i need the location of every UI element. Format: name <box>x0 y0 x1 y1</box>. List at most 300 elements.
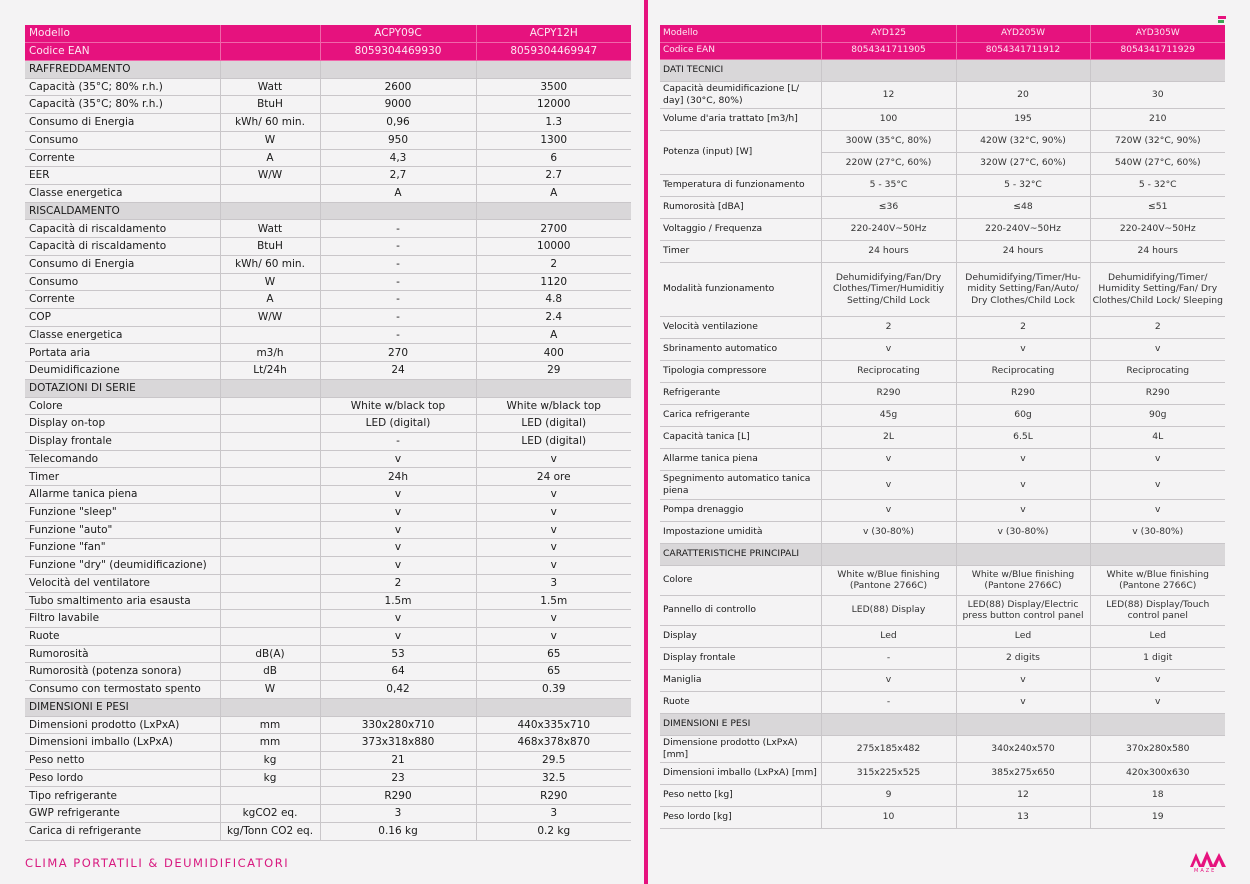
unit-cell <box>220 557 320 575</box>
unit-cell <box>220 60 320 78</box>
row-label: Consumo con termostato spento <box>25 681 220 699</box>
table-row <box>660 108 1225 130</box>
value-cell: 5 - 32°C <box>1090 174 1225 196</box>
table-row <box>25 681 631 699</box>
table-row <box>660 426 1225 448</box>
value-cell: v <box>476 627 631 645</box>
row-label: Capacità deumidificazione [L/ day] (30°C, 80%) <box>660 81 821 108</box>
table-row <box>25 486 631 504</box>
row-label: Capacità tanica [L] <box>660 426 821 448</box>
header-row <box>25 25 631 43</box>
value-cell: - <box>320 433 476 451</box>
row-label: Dimensione prodotto (LxPxA) [mm] <box>660 735 821 762</box>
unit-cell: W/W <box>220 167 320 185</box>
unit-cell <box>220 574 320 592</box>
header-row <box>660 25 1225 42</box>
unit-cell <box>220 592 320 610</box>
unit-cell: Watt <box>220 220 320 238</box>
value-cell: 60g <box>956 404 1090 426</box>
row-label: Consumo di Energia <box>25 255 220 273</box>
value-cell: 2.4 <box>476 309 631 327</box>
value-cell: 30 <box>1090 81 1225 108</box>
table-row <box>660 647 1225 669</box>
unit-cell: W/W <box>220 309 320 327</box>
section-row <box>25 202 631 220</box>
section-row <box>660 543 1225 565</box>
value-cell: 10000 <box>476 238 631 256</box>
value-cell: 300W (35°C, 80%) <box>821 130 956 152</box>
value-cell: R290 <box>1090 382 1225 404</box>
value-cell: - <box>821 691 956 713</box>
unit-cell: kg <box>220 751 320 769</box>
value-cell: v <box>956 448 1090 470</box>
value-cell: v <box>476 486 631 504</box>
table-row <box>660 360 1225 382</box>
value-cell: ≤36 <box>821 196 956 218</box>
value-cell: 45g <box>821 404 956 426</box>
value-cell: 65 <box>476 645 631 663</box>
value-cell: v <box>320 627 476 645</box>
unit-cell: kWh/ 60 min. <box>220 114 320 132</box>
value-cell: 720W (32°C, 90%) <box>1090 130 1225 152</box>
table-row <box>660 762 1225 784</box>
table-row <box>660 316 1225 338</box>
maze-logo-icon <box>1190 846 1226 870</box>
value-cell <box>476 202 631 220</box>
table-row <box>25 433 631 451</box>
value-cell: 29.5 <box>476 751 631 769</box>
value-cell: 195 <box>956 108 1090 130</box>
value-cell: 2 <box>821 316 956 338</box>
value-cell: 1120 <box>476 273 631 291</box>
row-label: DIMENSIONI E PESI <box>660 713 821 735</box>
section-row <box>25 379 631 397</box>
value-cell: v <box>476 557 631 575</box>
value-cell: A <box>320 184 476 202</box>
value-cell: 2.7 <box>476 167 631 185</box>
value-cell: v <box>320 486 476 504</box>
value-cell: 270 <box>320 344 476 362</box>
header-cell: AYD125 <box>821 25 956 42</box>
table-row <box>25 238 631 256</box>
value-cell: - <box>320 309 476 327</box>
row-label: Refrigerante <box>660 382 821 404</box>
value-cell: 3500 <box>476 78 631 96</box>
value-cell: 64 <box>320 663 476 681</box>
row-label: Dimensioni prodotto (LxPxA) <box>25 716 220 734</box>
value-cell <box>1090 59 1225 81</box>
row-label: DATI TECNICI <box>660 59 821 81</box>
value-cell: - <box>320 238 476 256</box>
value-cell: 24h <box>320 468 476 486</box>
value-cell: 2700 <box>476 220 631 238</box>
value-cell: - <box>320 255 476 273</box>
value-cell: v <box>476 503 631 521</box>
value-cell: 2L <box>821 426 956 448</box>
row-label: EER <box>25 167 220 185</box>
value-cell: 19 <box>1090 806 1225 828</box>
row-label: Funzione "auto" <box>25 521 220 539</box>
table-row <box>25 716 631 734</box>
header-row <box>660 42 1225 59</box>
logo-text: MAZE <box>1194 868 1217 874</box>
value-cell: 5 - 32°C <box>956 174 1090 196</box>
value-cell: 373x318x880 <box>320 734 476 752</box>
value-cell: 420x300x630 <box>1090 762 1225 784</box>
table-row <box>660 196 1225 218</box>
value-cell <box>821 543 956 565</box>
table-row <box>660 565 1225 595</box>
unit-cell: Lt/24h <box>220 362 320 380</box>
row-label: CARATTERISTICHE PRINCIPALI <box>660 543 821 565</box>
row-label: Timer <box>660 240 821 262</box>
table-row <box>660 130 1225 152</box>
value-cell <box>476 60 631 78</box>
row-label: Funzione "dry" (deumidificazione) <box>25 557 220 575</box>
table-row <box>660 735 1225 762</box>
value-cell: 315x225x525 <box>821 762 956 784</box>
value-cell: v <box>476 450 631 468</box>
table-row <box>25 255 631 273</box>
value-cell: 6 <box>476 149 631 167</box>
unit-cell <box>220 202 320 220</box>
value-cell: Led <box>956 625 1090 647</box>
value-cell: v <box>821 669 956 691</box>
header-label: Modello <box>660 25 821 42</box>
table-row <box>25 663 631 681</box>
table-row <box>25 344 631 362</box>
value-cell: - <box>821 647 956 669</box>
row-label: Capacità (35°C; 80% r.h.) <box>25 78 220 96</box>
value-cell: 340x240x570 <box>956 735 1090 762</box>
header-label: Codice EAN <box>660 42 821 59</box>
value-cell: 220-240V~50Hz <box>1090 218 1225 240</box>
table-row <box>25 539 631 557</box>
value-cell: 1.3 <box>476 114 631 132</box>
value-cell: 4.8 <box>476 291 631 309</box>
value-cell: 21 <box>320 751 476 769</box>
value-cell <box>821 713 956 735</box>
value-cell: - <box>320 326 476 344</box>
unit-cell: kg <box>220 769 320 787</box>
value-cell: LED(88) Display/Touch control panel <box>1090 595 1225 625</box>
value-cell: 330x280x710 <box>320 716 476 734</box>
unit-cell <box>220 379 320 397</box>
table-row <box>660 81 1225 108</box>
value-cell <box>956 59 1090 81</box>
table-row <box>660 499 1225 521</box>
table-row <box>25 592 631 610</box>
table-row <box>25 291 631 309</box>
value-cell: 220W (27°C, 60%) <box>821 152 956 174</box>
value-cell <box>476 379 631 397</box>
table-row <box>25 184 631 202</box>
value-cell: R290 <box>956 382 1090 404</box>
unit-cell: mm <box>220 716 320 734</box>
table-row <box>660 470 1225 499</box>
table-row <box>25 114 631 132</box>
value-cell: A <box>476 326 631 344</box>
unit-cell <box>220 450 320 468</box>
value-cell: v <box>320 503 476 521</box>
value-cell: 540W (27°C, 60%) <box>1090 152 1225 174</box>
row-label: Potenza (input) [W] <box>660 130 821 174</box>
value-cell: 220-240V~50Hz <box>821 218 956 240</box>
row-label: Allarme tanica piena <box>25 486 220 504</box>
value-cell: Led <box>1090 625 1225 647</box>
unit-cell <box>220 486 320 504</box>
header-cell: 8054341711929 <box>1090 42 1225 59</box>
value-cell: 3 <box>476 574 631 592</box>
unit-cell <box>220 539 320 557</box>
value-cell <box>821 59 956 81</box>
header-label: Modello <box>25 25 220 43</box>
unit-cell <box>220 503 320 521</box>
table-row <box>25 167 631 185</box>
table-row <box>660 174 1225 196</box>
value-cell: 24 hours <box>821 240 956 262</box>
value-cell: 275x185x482 <box>821 735 956 762</box>
row-label: RAFFREDDAMENTO <box>25 60 220 78</box>
row-label: Rumorosità (potenza sonora) <box>25 663 220 681</box>
section-row <box>25 60 631 78</box>
row-label: Funzione "sleep" <box>25 503 220 521</box>
header-cell: ACPY09C <box>320 25 476 43</box>
row-label: Tipologia compressore <box>660 360 821 382</box>
value-cell: v <box>956 470 1090 499</box>
unit-cell: A <box>220 291 320 309</box>
value-cell: 2,7 <box>320 167 476 185</box>
value-cell: 440x335x710 <box>476 716 631 734</box>
row-label: Impostazione umidità <box>660 521 821 543</box>
table-row <box>25 557 631 575</box>
row-label: Consumo <box>25 131 220 149</box>
row-label: Display frontale <box>660 647 821 669</box>
value-cell: Dehumidifying/Fan/Dry Clothes/Timer/Humiditiy Setting/Child Lock <box>821 262 956 316</box>
spec-table-dehumidifier <box>660 25 1225 829</box>
unit-cell <box>220 787 320 805</box>
unit-cell: W <box>220 273 320 291</box>
unit-cell <box>220 627 320 645</box>
unit-cell <box>220 433 320 451</box>
value-cell <box>320 202 476 220</box>
corner-mark-icon <box>1218 16 1228 24</box>
unit-cell: dB(A) <box>220 645 320 663</box>
row-label: Peso netto [kg] <box>660 784 821 806</box>
value-cell: LED(88) Display/Electric press button control panel <box>956 595 1090 625</box>
value-cell: Reciprocating <box>956 360 1090 382</box>
section-row <box>660 713 1225 735</box>
table-row <box>25 78 631 96</box>
value-cell: - <box>320 273 476 291</box>
table-row <box>660 404 1225 426</box>
value-cell: 1300 <box>476 131 631 149</box>
value-cell: 3 <box>476 805 631 823</box>
row-label: Display frontale <box>25 433 220 451</box>
row-label: Tipo refrigerante <box>25 787 220 805</box>
table-row <box>25 273 631 291</box>
row-label: Capacità di riscaldamento <box>25 238 220 256</box>
table-row <box>660 691 1225 713</box>
value-cell: 0,96 <box>320 114 476 132</box>
value-cell: 1.5m <box>476 592 631 610</box>
row-label: Velocità del ventilatore <box>25 574 220 592</box>
value-cell: 12 <box>821 81 956 108</box>
value-cell <box>476 698 631 716</box>
row-label: Classe energetica <box>25 326 220 344</box>
table-row <box>25 610 631 628</box>
table-row <box>25 220 631 238</box>
header-cell: AYD205W <box>956 25 1090 42</box>
value-cell: Reciprocating <box>1090 360 1225 382</box>
row-label: Ruote <box>660 691 821 713</box>
value-cell: v <box>320 539 476 557</box>
value-cell: 29 <box>476 362 631 380</box>
value-cell: LED (digital) <box>476 433 631 451</box>
row-label: DOTAZIONI DI SERIE <box>25 379 220 397</box>
table-row <box>25 627 631 645</box>
section-row <box>660 59 1225 81</box>
table-row <box>25 96 631 114</box>
value-cell: 90g <box>1090 404 1225 426</box>
unit-cell <box>220 610 320 628</box>
unit-cell: kg/Tonn CO2 eq. <box>220 822 320 840</box>
row-label: Pompa drenaggio <box>660 499 821 521</box>
value-cell: v <box>320 521 476 539</box>
value-cell: v <box>476 539 631 557</box>
table-row <box>660 595 1225 625</box>
unit-cell: W <box>220 681 320 699</box>
table-row <box>660 382 1225 404</box>
row-label: Rumorosità <box>25 645 220 663</box>
header-cell <box>220 43 320 61</box>
value-cell: ≤51 <box>1090 196 1225 218</box>
table-row <box>25 450 631 468</box>
row-label: Allarme tanica piena <box>660 448 821 470</box>
value-cell <box>320 60 476 78</box>
value-cell: 2 <box>1090 316 1225 338</box>
row-label: Colore <box>25 397 220 415</box>
value-cell: 468x378x870 <box>476 734 631 752</box>
value-cell: LED (digital) <box>320 415 476 433</box>
row-label: RISCALDAMENTO <box>25 202 220 220</box>
value-cell: 2 digits <box>956 647 1090 669</box>
value-cell: 0.39 <box>476 681 631 699</box>
value-cell: Reciprocating <box>821 360 956 382</box>
unit-cell <box>220 698 320 716</box>
value-cell: 3 <box>320 805 476 823</box>
table-row <box>25 734 631 752</box>
header-label: Codice EAN <box>25 43 220 61</box>
table-row <box>25 787 631 805</box>
unit-cell <box>220 468 320 486</box>
value-cell: LED (digital) <box>476 415 631 433</box>
table-row <box>660 625 1225 647</box>
header-cell: 8059304469930 <box>320 43 476 61</box>
table-row <box>660 669 1225 691</box>
header-cell: 8054341711905 <box>821 42 956 59</box>
value-cell: Dehumidifying/Timer/ Humidity Setting/Fan/ Dry Clothes/Child Lock/ Sleeping <box>1090 262 1225 316</box>
row-label: Dimensioni imballo (LxPxA) <box>25 734 220 752</box>
row-label: Sbrinamento automatico <box>660 338 821 360</box>
table-row <box>25 326 631 344</box>
value-cell: v <box>821 338 956 360</box>
row-label: Consumo di Energia <box>25 114 220 132</box>
value-cell: Led <box>821 625 956 647</box>
row-label: Corrente <box>25 149 220 167</box>
table-row <box>660 448 1225 470</box>
value-cell: v (30-80%) <box>821 521 956 543</box>
value-cell: 13 <box>956 806 1090 828</box>
value-cell: 0.2 kg <box>476 822 631 840</box>
row-label: Corrente <box>25 291 220 309</box>
table-row <box>25 822 631 840</box>
value-cell <box>1090 713 1225 735</box>
value-cell: v (30-80%) <box>1090 521 1225 543</box>
value-cell: R290 <box>320 787 476 805</box>
row-label: Display on-top <box>25 415 220 433</box>
value-cell: 24 <box>320 362 476 380</box>
value-cell: 420W (32°C, 90%) <box>956 130 1090 152</box>
value-cell: v <box>1090 470 1225 499</box>
unit-cell <box>220 326 320 344</box>
table-row <box>660 262 1225 316</box>
table-row <box>25 574 631 592</box>
value-cell: 385x275x650 <box>956 762 1090 784</box>
unit-cell <box>220 184 320 202</box>
row-label: DIMENSIONI E PESI <box>25 698 220 716</box>
value-cell: v <box>956 669 1090 691</box>
table-row <box>25 503 631 521</box>
row-label: Ruote <box>25 627 220 645</box>
row-label: Velocità ventilazione <box>660 316 821 338</box>
unit-cell: A <box>220 149 320 167</box>
row-label: Telecomando <box>25 450 220 468</box>
value-cell: 53 <box>320 645 476 663</box>
value-cell: 220-240V~50Hz <box>956 218 1090 240</box>
value-cell: 18 <box>1090 784 1225 806</box>
value-cell: v <box>821 499 956 521</box>
value-cell: 1.5m <box>320 592 476 610</box>
unit-cell: kgCO2 eq. <box>220 805 320 823</box>
value-cell: v <box>320 450 476 468</box>
value-cell: 65 <box>476 663 631 681</box>
value-cell: Dehumidifying/Timer/Hu-midity Setting/Fan/Auto/ Dry Clothes/Child Lock <box>956 262 1090 316</box>
unit-cell: W <box>220 131 320 149</box>
table-row <box>25 805 631 823</box>
row-label: Pannello di controllo <box>660 595 821 625</box>
value-cell: 20 <box>956 81 1090 108</box>
row-label: Timer <box>25 468 220 486</box>
row-label: GWP refrigerante <box>25 805 220 823</box>
table-row <box>25 468 631 486</box>
value-cell: v <box>1090 338 1225 360</box>
table-row <box>25 521 631 539</box>
value-cell: 12 <box>956 784 1090 806</box>
row-label: Peso lordo [kg] <box>660 806 821 828</box>
value-cell <box>320 379 476 397</box>
value-cell <box>320 698 476 716</box>
value-cell: 24 hours <box>1090 240 1225 262</box>
table-row <box>660 240 1225 262</box>
table-row <box>660 338 1225 360</box>
row-label: Deumidificazione <box>25 362 220 380</box>
value-cell: v <box>476 521 631 539</box>
value-cell: 32.5 <box>476 769 631 787</box>
row-label: Peso lordo <box>25 769 220 787</box>
value-cell: LED(88) Display <box>821 595 956 625</box>
unit-cell <box>220 521 320 539</box>
